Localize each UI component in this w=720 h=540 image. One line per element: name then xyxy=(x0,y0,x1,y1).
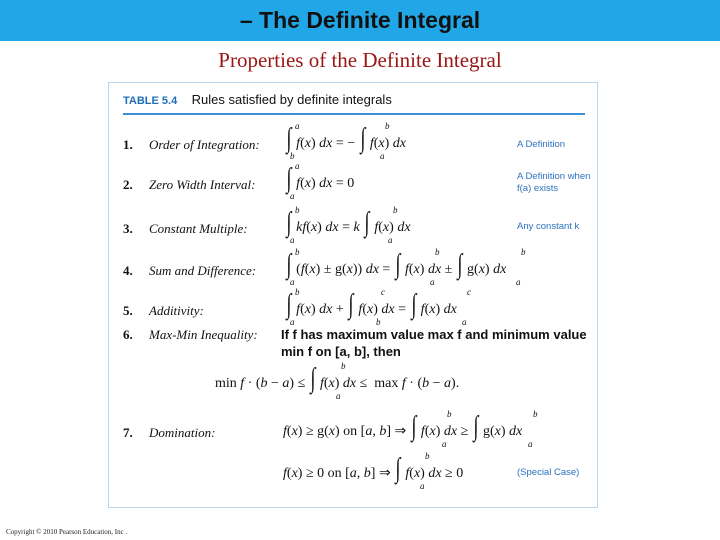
rule-name: Additivity: xyxy=(149,303,204,318)
rule-number: 6. xyxy=(123,327,133,342)
rule-number: 2. xyxy=(123,177,133,192)
maxmin-text-1: If f has maximum value max f and minimum value xyxy=(281,327,587,342)
formula-zero-width: ∫ f(x) dx = 0 xyxy=(286,163,355,194)
rule-note: A Definition xyxy=(517,139,566,150)
table-tag: TABLE 5.4 xyxy=(123,95,178,107)
formula-max-min: min f · (b − a) ≤ ∫ f(x) dx ≤ max f · (b − a). xyxy=(215,363,460,394)
formula-order: ∫ f(x) dx = − ∫ f(x) dx xyxy=(286,123,406,154)
special-case-note: (Special Case) xyxy=(517,467,580,478)
rule-name: Constant Multiple: xyxy=(149,221,248,236)
rules-table: TABLE 5.4 Rules satisfied by definite integrals 1. Order of Integration: ∫ f(x) dx = − ∫ f(x) dx a b b a A Definition 2. Zero Width Interval: ∫ f(x) dx = 0 a a A Definition when f(a) exists 3. Constant Multiple: ∫ kf(x) dx = k ∫ f(x) dx b a b a Any constant k 4. Sum and Difference: ∫ (f(x) ± g(x)) dx = ∫ f(x) dx ± ∫ g(x) dx b a b a b a 5. Additivity: ∫ f(x) dx + ∫ f(x) dx = ∫ f(x) dx b a c b c a 6. Max-Min Inequality: If f has maximum value max f and minimum value min f on [a, b], then min f · (b − a) ≤ ∫ f(x) dx ≤ max f · (b − a). b a 7. Domination: f(x) ≥ g(x) on [a, b] ⇒ ∫ f(x) dx ≥ ∫ g(x) dx b a b a f(x) ≥ 0 on [a, b] ⇒ ∫ f(x) dx ≥ 0 b a (Special Case) xyxy=(108,82,598,508)
title-bar xyxy=(0,0,720,41)
subtitle: Properties of the Definite Integral xyxy=(218,48,502,72)
formula-domination-special: f(x) ≥ 0 on [a, b] ⇒ ∫ f(x) dx ≥ 0 xyxy=(283,453,464,484)
rule-note: Any constant k xyxy=(517,221,580,232)
rule-name: Sum and Difference: xyxy=(149,263,257,278)
formula-additivity: ∫ f(x) dx + ∫ f(x) dx = ∫ f(x) dx xyxy=(286,289,457,320)
rule-number: 7. xyxy=(123,425,133,440)
rule-note: A Definition when f(a) exists xyxy=(517,171,591,194)
maxmin-text-2: min f on [a, b], then xyxy=(281,344,401,359)
rule-number: 5. xyxy=(123,303,133,318)
table-caption: Rules satisfied by definite integrals xyxy=(191,92,392,107)
page-title: – The Definite Integral xyxy=(239,7,481,33)
rule-name: Zero Width Interval: xyxy=(149,177,256,192)
formula-domination: f(x) ≥ g(x) on [a, b] ⇒ ∫ f(x) dx ≥ ∫ g(x) dx xyxy=(283,411,523,442)
rule-name: Order of Integration: xyxy=(149,137,260,152)
rule-number: 4. xyxy=(123,263,133,278)
rule-number: 3. xyxy=(123,221,133,236)
formula-sum-difference: ∫ (f(x) ± g(x)) dx = ∫ f(x) dx ± ∫ g(x) dx xyxy=(286,249,507,280)
rule-name: Domination: xyxy=(149,425,216,440)
copyright: Copyright © 2010 Pearson Education, Inc . xyxy=(6,528,128,536)
table-header xyxy=(123,91,585,115)
rule-name: Max-Min Inequality: xyxy=(149,327,258,342)
rule-number: 1. xyxy=(123,137,133,152)
formula-constant-multiple: ∫ kf(x) dx = k ∫ f(x) dx xyxy=(286,207,411,238)
